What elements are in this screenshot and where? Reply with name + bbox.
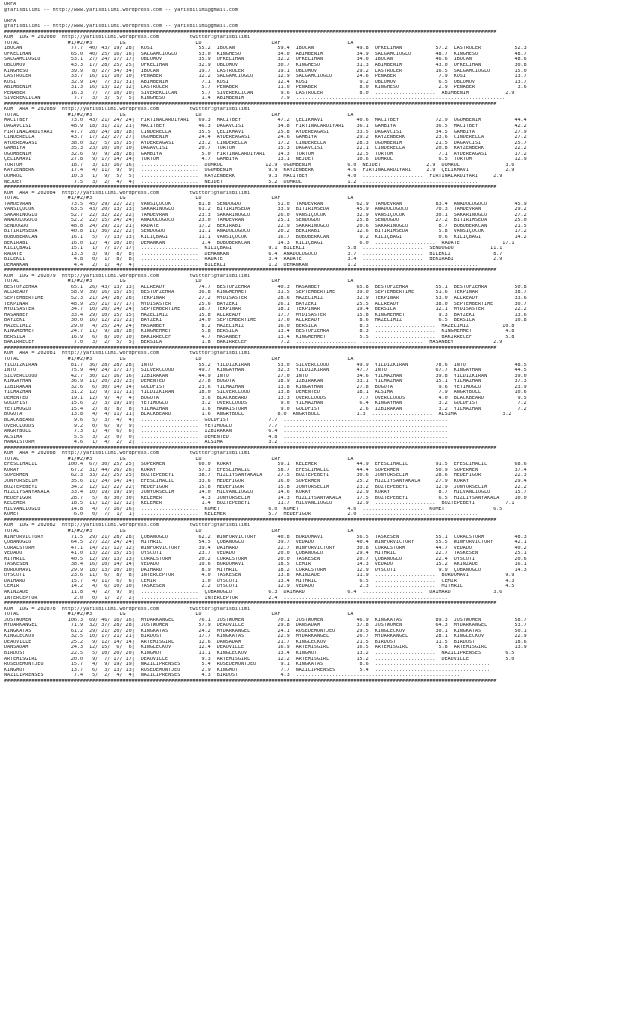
race-row: SÜPERMEN 62.3 33/ 22/ 25/ 25| BOZTEPEBEYI 38.7 HIZLIYSANYAKALA 27.5 BOZTEPEBEYI 30.6 JUNYORSELIM 28.6 HEDEFIGÖR 22.3	[4, 473, 527, 479]
race-row: ABIMBENIM 31.3 16/ 13/ 12/ 12| LASTRULER 5.7 PENABER 11.0 PENABER 8.0 KINGHESO 2.9 PENABER 3.6	[4, 85, 527, 91]
race-column-header: TOTAL #1/#2/#3 LG LD LRF LA	[4, 196, 354, 202]
race-row: KILIÇBAGI 15.1 1/ 7/ 17/ 17| ................... KILIÇBAGI 9.1 BILEKLI 5.8 .................... SENDOGDU 11.1	[4, 246, 503, 252]
race-row: BILEKLI 4.8 0/ 1/ 8/ 8| ................... RADATE 3.4 RADATE 3.4 .................... BEKIRABI 2.9	[4, 257, 503, 263]
hash-rule: ##################################################################################################################################################################	[4, 517, 497, 523]
hash-rule: ##################################################################################################################################################################	[4, 678, 497, 684]
race-row: ÇELIKMAVI 27.8 9/ 17/ 14/ 14| TORTUM 4.7 GAMBIYA 13.1 NEJDET 10.6 DUMRUL 6.5 TORTUM 12.9	[4, 157, 527, 163]
race-row: DEMENTED 19.1 12/ 9/ 4/ 4| BOGOTA 3.6 BLACKBEARD 13.3 OVERCLOUDS 7.7 OVERCLOUDS 4.0 BLACKBEARD 9.5	[4, 395, 527, 401]
race-row: PENABER 16.3 7/ 7/ 10/ 10| SIVEREKLICAN 5.7 SIVEREKLICAN 9.6 LASTRULER 8.0 .................... ABIMBENIM 2.9	[4, 90, 515, 96]
race-row: VEDADO 41.0 13/ 22/ 15/ 15| UYSCUTI 23.7 VEDADO 20.0 ÇOBANOGLU 29.4 MITHRIL 22.7 TASKESEN 25.1	[4, 551, 527, 557]
race-info: KUM IDG = 202079 http://yarisbilimi.wordpress.com twitter:@YarisBilimi	[4, 273, 251, 279]
race-row: KOSI 32.9 14/ 7/ 31/ 31| ABIMBENIM 7.1 KOSI 12.4 KOSI 9.2 OBLOMOV 6.5 OBLOMOV 13.7	[4, 79, 527, 85]
race-row: EFESLIHALIL 100.4 67/ 30/ 25/ 25| SÜPERMEN 60.0 KORAY 59.1 KELEMER 44.9 EFESLIHALIL 91.5 EFESLIHALIL 68.6	[4, 462, 527, 468]
race-row: YETIMOGLU 15.4 2/ 8/ 8/ 8| YILMAZHAN 1.6 HAWAISTORM 9.0 GOLDFIST 2.6 IZBIRAKAN 3.2 YILMAZHAN 7.2	[4, 406, 527, 412]
race-column-header: TOTAL #1/#2/#3 LG LD LRF LA	[4, 456, 354, 462]
race-row: FIRTINALARDIYARI 47.7 28/ 24/ 18/ 18| CINDERELLA 35.5 ÇELIKMAVI 25.8 AYDEREAGASI 33.5 DAGAVCISI 34.5 GAMBIYA 27.9	[4, 129, 527, 135]
race-row: NAZILIPRENSES 7.4 5/ 2/ 4/ 4| NAZILIPRENSES 4.3 BIRDOST 4.3 ......................................................	[4, 673, 460, 679]
race-row: KINGKATAS 61.2 29/ 21/ 20/ 20| KINGKATAS 24.2 MYDARKANGEL 24.1 ROSEDEMONTJEU 29.5 KINGLECKOV 30.1 KINGKATAS 50.1	[4, 628, 527, 634]
race-row: DAGAVCISI 48.9 18/ 31/ 21/ 21| MACITBEY 46.3 DAGAVCISI 34.8 FIRTINALARDIYARI 36.1 GAMBIYA 36.5 MACITBEY 42.2	[4, 124, 527, 130]
race-row: KINGHESO 39.9 8/ 27/ 34/ 34| IBOCAN 19.7 LASTRULER 19.1 OBLOMOV 29.2 LASTRULER 16.5 SALGAMCIOGLU 15.0	[4, 68, 527, 74]
race-row: DEAUVILLE 25.2 9/ 12/ 14/ 14| ARTEMISGIRL 12.6 DANSADAM 21.7 KINGLECKOV 21.5 BIRDOST 11.5 BIRDOST 18.6	[4, 639, 527, 645]
hash-rule: ##################################################################################################################################################################	[4, 345, 497, 351]
race-row: INTO 75.9 44/ 24/ 17/ 17| SILVERCLOUD 49.7 KINGAYHAN 32.3 YILDIZKIRAN 47.7 INTO 67.7 KINGAYHAN 44.5	[4, 368, 527, 374]
hash-rule: ##################################################################################################################################################################	[4, 445, 497, 451]
race-row: BLACKBEARD 9.6 5/ 3/ 4/ 4| ................... GOLDFIST 7.7 ......................................................	[4, 418, 448, 424]
race-column-header: TOTAL #1/#2/#3 LG LD LRF LA	[4, 528, 354, 534]
hash-rule: ##################################################################################################################################################################	[4, 185, 497, 191]
race-row: KINGMEHMET 24.7 11/ 9/ 18/ 18| KINGMEHMET 5.8 BERSILA 13.4 BESTOFZEHRA 8.3 .................... KINGMEHMET 4.8	[4, 329, 515, 335]
race-row: KOMET 6.0 0/ 7/ 1/ 1| ................... KELEMER 5.7 HEDEFIGÖR 2.0 ......................................	[4, 512, 479, 518]
race-row: BAYZEKI 30.0 16/ 12/ 21/ 21| BAYZEKI 14.0 SEPTEMBERTIME 17.0 ALLREADY 8.6 HAZELIMIZ 6.5 BERSILA 10.8	[4, 318, 527, 324]
race-row: SENDOGDU 48.8 24/ 29/ 21/ 21| RADATE 17.2 BEKIRABI 22.9 SAKARINOGLU 20.6 SAKARINOGLU 8.7 BOBOBERKCAN 21.5	[4, 223, 527, 229]
race-row: KORAY 67.2 31/ 44/ 26/ 26| KORAY 57.3 EFESLIHALIL 58.7 EFESLIHALIL 44.4 SÜPERMEN 50.9 SÜPERMEN 37.4	[4, 467, 527, 473]
race-row: OBLOMOV 43.3 17/ 28/ 25/ 25| ÖFKELIHAN 32.9 OBLOMOV 30.7 KINGHESO 31.3 ABIMBENIM 43.0 ÖFKELIHAN 30.8	[4, 63, 527, 69]
race-row: ALLREADY 58.9 39/ 16/ 15/ 15| BESTOFZEHRA 36.8 KINGMEHMET 31.5 SEPTEMBERTIME 39.0 SEPTEMBERTIME 51.6 TEKPINAR 38.7	[4, 290, 527, 296]
doc-byline-repeat: @YarisBilimi -- http://www.yarisbilimi.wordpress.com -- yarisbilimi@gmail.com	[4, 24, 238, 30]
race-row: SILVERCLOUD 42.7 30/ 12/ 16/ 16| IZBIRAKAN 44.9 INTO 27.0 INTO 34.6 YILMAZHAN 39.8 YILDIZKIRAN 39.0	[4, 373, 527, 379]
race-row: ALSIMA 5.5 3/ 2/ 0/ 0| ................... DEMENTED 4.8 ......................................................	[4, 434, 448, 440]
race-row: MYDARKANGEL 71.9 32/ 37/ 28/ 28| JUSTWOMEN 57.9 DEAUVILLE 29.8 DANSADAM 37.8 JUSTWOMEN 64.3 MYDARKANGEL 53.7	[4, 623, 527, 629]
race-row: BESTOFZEHRA 65.1 26/ 43/ 13/ 13| ALLREADY 74.7 BESTOFZEHRA 40.3 HASANBEY 65.8 BESTOFZEHRA 55.1 BESTOFZEHRA 50.8	[4, 284, 527, 290]
race-info: KUM IDG = 202078 http://yarisbilimi.wordpress.com twitter:@YarisBilimi	[4, 606, 251, 612]
race-info: KUM ARA = 202088 http://yarisbilimi.wordpress.com twitter:@YarisBilimi	[4, 451, 251, 457]
race-row: IBOCAN 77.7 40/ 43/ 19/ 28| KOSI 55.2 IBOCAN 59.4 IBOCAN 49.8 ÖFKELIHAN 57.2 LASTRULER 52.3	[4, 46, 527, 52]
race-row: WINFORVICTORY 71.5 29/ 21/ 28/ 28| ÇOBANOGLU 62.2 WINFORVICTORY 40.8 BORDOMAVI 56.5 TASKESEN 55.1 CORALSTORM 48.3	[4, 534, 527, 540]
race-row: GOLDFIST 15.6 2/ 3/ 19/ 19| YETIMOGLU 3.2 OVERCLOUDS 9.0 YILMAZHAN 6.4 KINGAYHAN 3.2 GOLDFIST 7.2	[4, 401, 527, 407]
race-row: UYSCUTI 23.6 11/ 6/ 8/ 8| INTERCEPTOR 4.0 TASKESEN 13.8 AKINZADE 11.9 .................... BORDOMAVI 9.9	[4, 573, 515, 579]
document	[4, 2, 626, 684]
race-row: BEKIRABI 16.0 12/ 4/ 10/ 10| DEMANKAN 1.4 BOBOBERKCAN 14.3 KILIÇBAGI 6.0 .................... RADATE 17.1	[4, 240, 515, 246]
race-info: KUM ARA = 202084 http://yarisbilimi.wordpress.com twitter:@YarisBilimi	[4, 190, 251, 196]
race-row: BAKIRRECEF 7.0 3/ 2/ 5/ 5| BERSILA 1.8 BAKIRRECEF 7.2 .................... .................... HASANBEY 2.9	[4, 340, 503, 346]
race-row: MACITBEY 73.0 43/ 21/ 24/ 24| FIRTINALARDIYARI 69.3 MACITBEY 47.2 ÇELIKMAVI 40.6 MACITBEY 72.9 OGUMBENIM 44.4	[4, 118, 527, 124]
doc-byline: @YarisBilimi -- http://www.yarisbilimi.wordpress.com -- yarisbilimi@gmail.com	[4, 7, 238, 13]
race-row: BITIRIMSEDA 40.8 11/ 36/ 22/ 22| SENDOGDU 11.1 ANADOLUGÜCÜ 20.2 BEKIRABI 12.6 BITIRIMSEDA 5.8 VANSIÇOCUK 17.2	[4, 229, 527, 235]
race-row: RADATE 13.3 3/ 9/ 8/ 8| ................... DEMANKAN 6.4 ANADOLUGÜCÜ 3.7 .................... BILEKLI 8.7	[4, 251, 503, 257]
race-row: TASKESEN 38.4 16/ 10/ 14/ 14| VEDADO 10.6 BORDOMAVI 18.5 CEMIR 14.3 VEDADO 15.2 AKINZADE 16.1	[4, 562, 527, 568]
race-row: BOGOTA 13.8 4/ 4/ 11/ 11| BLACKBEARD 1.6 ANGRYBULL 8.0 ANGRYBULL 1.3 .................... ALSIMA 3.2	[4, 412, 512, 418]
race-column-header: TOTAL #1/#2/#3 LG LD LRF LA	[4, 40, 354, 46]
race-info: KUM IDG = 202080 http://yarisbilimi.wordpress.com twitter:@YarisBilimi	[4, 35, 251, 41]
race-row: TORTUM 18.7 3/ 13/ 16/ 16| ................... DUMRUL 12.9 OGUMBENIM 6.0 NEJDET 2.9 DUMRUL 3.6	[4, 162, 515, 168]
doc-title-repeat: URFA	[4, 18, 17, 24]
race-column-header: TOTAL #1/#2/#3 LG LD LRF LA	[4, 279, 354, 285]
doc-title: URFA	[4, 2, 17, 7]
race-row: KAYZENBERK 17.4 4/ 11/ 9/ 9| ................... OGUMBENIM 9.9 KAYZENBERK 4.6 FIRTINALARDIYARI 2.9 ÇELIKMAVI 2.9	[4, 168, 515, 174]
race-info: KUM IDG = 202082 http://yarisbilimi.wordpress.com twitter:@YarisBilimi	[4, 523, 251, 529]
race-row: SALGAMCIOGLU 53.1 27/ 24/ 17/ 17| OBLOMOV 35.9 ÖFKELIHAN 32.2 ÖFKELIHAN 34.0 IBOCAN 46.6 IBOCAN 48.6	[4, 57, 527, 63]
race-row: BOBOBERKCAN 16.1 5/ 7/ 13/ 13| KILIÇBAGI 11.1 VANSIÇOCUK 16.7 BOBOBERKCAN 9.2 KILIÇBAGI 0.6 KILIÇBAGI 14.2	[4, 234, 527, 240]
race-row: KINGAYHAN 36.9 11/ 20/ 23/ 23| DEMENTED 27.8 BOGOTA 18.9 IZBIRAKAN 33.1 YILMAZHAN 15.1 YILMAZHAN 37.3	[4, 379, 527, 385]
race-column-header: TOTAL #1/#2/#3 LG LD LRF LA	[4, 357, 354, 362]
race-info: KUM ARA = 202081 http://yarisbilimi.wordpress.com twitter:@YarisBilimi	[4, 351, 251, 357]
race-row: JUNYORSELIM 35.6 11/ 24/ 14/ 14| EFESLIHALIL 33.6 HEDEFIGÖR 16.0 SÜPERMEN 25.2 HIZLIYSANYAKALA 27.9 KORAY 29.4	[4, 479, 527, 485]
race-row: BIRDOST 22.5 5/ 10/ 20/ 20| KINGMUT 11.1 KINGLECKOV 13.4 KINGMUT 13.2 .................... NAZILIPRENSES 6.5	[4, 650, 515, 656]
race-row: TAMDEVRAN 73.5 45/ 29/ 22/ 22| VANSIÇOCUK 81.8 SENDOGDU 51.0 TAMDEVRAN 62.9 TAMDEVRAN 83.4 ANADOLUGÜCÜ 45.9	[4, 201, 527, 207]
race-row: DAIHARD 15.7 4/ 11/ 6/ 6| CEMIR 1.0 UYSCUTI 13.4 MITHRIL 6.5 .................... CEMIR 4.3	[4, 578, 515, 584]
race-row: ÇOBANOGLU 64.5 27/ 22/ 24/ 24| MITHRIL 54.5 ÇOBANOGLU 39.7 VEDADO 40.4 WINFORVICTORY 55.5 WINFORVICTORY 42.1	[4, 540, 527, 546]
race-row: SIVEREKLICAN 7.7 3/ 3/ 5/ 5| KINGHESO 1.4 ABIMBENIM 7.9 .....................................................................	[4, 96, 506, 102]
race-row: KINGMUT 13.7 6/ 3/ 13/ 13| ROSEDEMONTJEU 2.9 KINGMUT 7.7 NAZILIPRENSES 5.4 ......................................	[4, 667, 491, 673]
race-row: BOZTEPEBEYI 34.2 12/ 12/ 22/ 22| HEDEFIGÖR 15.8 HEDEFIGÖR 15.8 JUNYORSELIM 23.2 BOZTEPEBEYI 12.9 JUNYORSELIM 22.2	[4, 484, 527, 490]
hash-rule: ##################################################################################################################################################################	[4, 101, 497, 107]
race-row: GAMBIYA 35.3 23/ 10/ 10/ 10| DAGAVCISI 20.7 TORTUM 15.3 DAGAVCISI 22.1 CINDERELLA 20.8 KAYZENBERK 22.2	[4, 146, 527, 152]
race-row: IZBIRAKAN 32.6 6/ 30/ 14/ 14| GOLDFIST 23.6 YILMAZHAN 13.8 KINGAYHAN 27.8 BOGOTA 9.6 YETIMOGLU 23.9	[4, 384, 527, 390]
hash-rule: ##################################################################################################################################################################	[4, 601, 497, 607]
race-row: KINGLECKOV 32.5 10/ 17/ 21/ 21| BIRDOST 17.7 KINGKATAS 22.9 MYDARKANGEL 26.7 MYDARKANGEL 28.1 KINGLECKOV 22.9	[4, 634, 527, 640]
race-row: BERSILA 16.9 6/ 8/ 10/ 10| BAKIRRECEF 4.7 HASANBEY 13.4 KINGMEHMET 5.5 .................... BAKIRRECEF 5.8	[4, 334, 515, 340]
race-row: OVERCLOUDS 9.2 0/ 6/ 9/ 9| ................... YETIMOGLU 7.7 ......................................................	[4, 423, 448, 429]
race-row: VANSIÇOCUK 63.5 43/ 20/ 13/ 13| SAKARINOGLU 61.2 BITIRIMSEDA 33.9 BITIRIMSEDA 45.9 ANADOLUGÜCÜ 70.3 TAMDEVRAN 29.2	[4, 207, 527, 213]
race-row: CEMIR 14.2 4/ 6/ 10/ 10| TASKESEN 2.2 UYSCUTI 12.9 VEDADO 2.3 .................... MITHRIL 4.5	[4, 584, 515, 590]
race-row: ROSEDEMONTJEU 15.7 4/ 9/ 19/ 19| NAZILIPRENSES 5.4 ROSEDEMONTJEU 9.1 KINGKATAS 8.6 ......................................	[4, 662, 491, 668]
race-row: HAZELIMIZ 29.0 4/ 25/ 24/ 24| HASANBEY 8.2 HAZELIMIZ 16.0 BERSILA 8.3 .................... HAZELIMIZ 10.8	[4, 323, 515, 329]
race-row: ANADOLUGÜCÜ 52.2 22/ 15/ 24/ 24| ANADOLUGÜCÜ 23.0 TAMDEVRAN 25.1 SENDOGDU 25.8 SENDOGDU 27.2 BITIRIMSEDA 25.0	[4, 218, 527, 224]
race-column-header: TOTAL #1/#2/#3 LG LD LRF LA	[4, 112, 354, 118]
race-info: KUM ARA = 202089 http://yarisbilimi.wordpress.com twitter:@YarisBilimi	[4, 107, 251, 113]
race-row: ARTEMISGIRL 20.0 9/ 7/ 17/ 17| DEAUVILLE 9.3 ARTEMISGIRL 12.2 ARTEMISGIRL 15.2 .................... DEAUVILLE 5.0	[4, 656, 515, 662]
race-row: HIZLIYSANYAKALA 33.4 10/ 19/ 19/ 19| JUNYORSELIM 14.0 HILVANLIOGLU 14.6 KORAY 22.9 KORAY 8.7 HILVANLIOGLU 15.7	[4, 490, 527, 496]
race-row: SEPTEMBERTIME 52.3 21/ 24/ 28/ 28| TEKPINAR 27.2 MYDISASTER 28.6 HAZELIMIZ 32.9 TEKPINAR 53.0 ALLREADY 33.6	[4, 295, 527, 301]
race-column-header: TOTAL #1/#2/#3 LG LD LRF LA	[4, 612, 354, 618]
race-row: HILVANLIOGLU 14.8 4/ 7/ 16/ 16| ................... KOMET 6.0 KOMET 4.6 .................... KOMET 6.5	[4, 506, 503, 512]
race-row: MYDISASTER 34.7 10/ 20/ 24/ 24| SEPTEMBERTIME 18.7 TEKPINAR 18.1 TEKPINAR 19.4 BERSILA 12.1 MYDISASTER 22.2	[4, 307, 527, 313]
race-row: YILDIZKIRAN 81.7 36/ 28/ 28/ 28| INTO 55.2 YILDIZKIRAN 53.0 SILVERCLOUD 49.9 YILDIZKIRAN 78.6 INTO 48.5	[4, 362, 527, 368]
hash-rule: ##################################################################################################################################################################	[4, 268, 497, 274]
race-row: INTERCEPTOR 2.0 0/ 1/ 2/ 2| ................... INTERCEPTOR 2.4 ......................................................	[4, 595, 448, 601]
race-row: DANSADAM 24.3 12/ 15/ 6/ 6| KINGLECKOV 12.4 DEAUVILLE 16.9 ARTEMISGIRL 16.5 ARTEMISGIRL 5.8 ARTEMISGIRL 13.9	[4, 645, 527, 651]
race-row: CORALSTORM 47.1 14/ 21/ 12/ 12| WINFORVICTORY 39.4 DAIHARD 22.7 WINFORVICTORY 30.8 CORALSTORM 44.7 VEDADO 40.2	[4, 545, 527, 551]
race-row: OGUMBENIM 32.6 9/ 9/ 28/ 28| GAMBIYA 5.0 FIRTINALARDIYARI 14.3 TORTUM 12.5 TORTUM 7.1 AYDEREAGASI 17.2	[4, 151, 527, 157]
hash-rule: ##################################################################################################################################################################	[4, 29, 497, 35]
race-row: NEJDET 7.5 3/ 2/ 4/ 4| ................... NEJDET 5.2 DUMRUL 1.2 ......................................	[4, 179, 479, 185]
race-row: HEDEFIGÖR 28.7 5/ 8/ 30/ 30| KELEMER 4.3 JUNYORSELIM 14.3 HIZLIYSANYAKALA 17.5 BOZTEPEBEYI 6.5 HIZLIYSANYAKALA 10.0	[4, 495, 527, 501]
race-row: DUMRUL 10.3 1/ 9/ 5/ 5| ................... KAYZENBERK 9.3 MACITBEY 4.0 .................... FIRTINALARDIYARI 2.9	[4, 173, 503, 179]
race-row: LASTRULER 33.7 16/ 11/ 10/ 10| PENABER 12.2 SALGAMCIOGLU 12.9 SALGAMCIOGLU 24.6 PENABER 7.9 KOSI 13.7	[4, 74, 527, 80]
race-row: BORDOMAVI 29.9 18/ 13/ 10/ 10| DAIHARD 8.9 MITHRIL 18.2 CORALSTORM 12.9 UYSCUTI 9.9 ÇOBANOGLU 14.3	[4, 567, 527, 573]
race-row: CINDERELLA 43.7 17/ 22/ 27/ 27| OGUMBENIM 24.4 AYDEREAGASI 24.6 GAMBIYA 29.2 KAYZENBERK 23.6 CINDERELLA 27.2	[4, 135, 527, 141]
race-row: AYDEREAGASI 38.0 32/ 5/ 15/ 15| AYDEREAGASI 23.2 CINDERELLA 17.2 CINDERELLA 28.3 OGUMBENIM 21.5 DAGAVCISI 25.7	[4, 140, 527, 146]
race-row: YILMAZHAN 31.2 12/ 9/ 11/ 11| YILDIZKIRAN 18.0 SILVERCLOUD 13.8 DEMENTED 18.1 ALSIMA 7.9 ANGRYBULL 10.6	[4, 390, 527, 396]
race-row: MITHRIL 40.5 12/ 19/ 13/ 13| CORALSTORM 20.2 CORALSTORM 20.0 TASKESEN 20.7 ÇOBANOGLU 22.4 UYSCUTI 20.6	[4, 556, 527, 562]
race-row: ÖFKELIHAN 65.0 40/ 25/ 16/ 16| SALGAMCIOGLU 53.0 KINGHESO 34.0 ABIMBENIM 34.9 SALGAMCIOGLU 48.7 KINGHESO 48.7	[4, 51, 527, 57]
race-row: TEKPINAR 48.9 25/ 21/ 17/ 17| MYDISASTER 25.6 BAYZEKI 26.1 BAYZEKI 25.5 ALLREADY 38.0 SEPTEMBERTIME 30.7	[4, 301, 527, 307]
race-row: JUSTWOMEN 106.3 69/ 46/ 16/ 16| MYDARKANGEL 76.1 JUSTWOMEN 70.1 JUSTWOMEN 46.9 KINGKATAS 89.3 JUSTWOMEN 58.7	[4, 617, 527, 623]
race-row: DEMANKAN 4.4 2/ 1/ 4/ 4| ................... BILEKLI 1.2 DEMANKAN 1.2 ......................................	[4, 262, 479, 268]
race-row: HASANBEY 33.4 29/ 10/ 15/ 15| HAZELIMIZ 15.8 ALLREADY 17.7 MYDISASTER 15.8 KINGMEHMET 9.3 BAYZEKI 13.6	[4, 312, 527, 318]
race-row: HAWAISTORM 4.6 1/ 4/ 2/ 2| ................... ALSIMA 3.2 ......................................................	[4, 440, 448, 446]
race-row: SAKARINOGLU 52.7 22/ 32/ 22/ 22| TAMDEVRAN 23.3 SAKARINOGLU 26.0 VANSIÇOCUK 32.9 VANSIÇOCUK 30.1 SAKARINOGLU 27.2	[4, 212, 527, 218]
race-row: AKINZADE 11.8 4/ 2/ 9/ 9| ................... ÇOBANOGLU 6.3 DAIHARD 6.4 .................... DAIHARD 3.6	[4, 589, 503, 595]
race-row: ANGRYBULL 7.3 1/ 4/ 6/ 6| ................... IZBIRAKAN 6.4 ......................................................	[4, 429, 448, 435]
race-row: KELEMER 18.5 11/ 12/ 12/ 12| KELEMER 1.4 BOZTEPEBEYI 11.7 HILVANLIOGLU 12.9 .................... BOZTEPEBEYI 7.1	[4, 501, 515, 507]
